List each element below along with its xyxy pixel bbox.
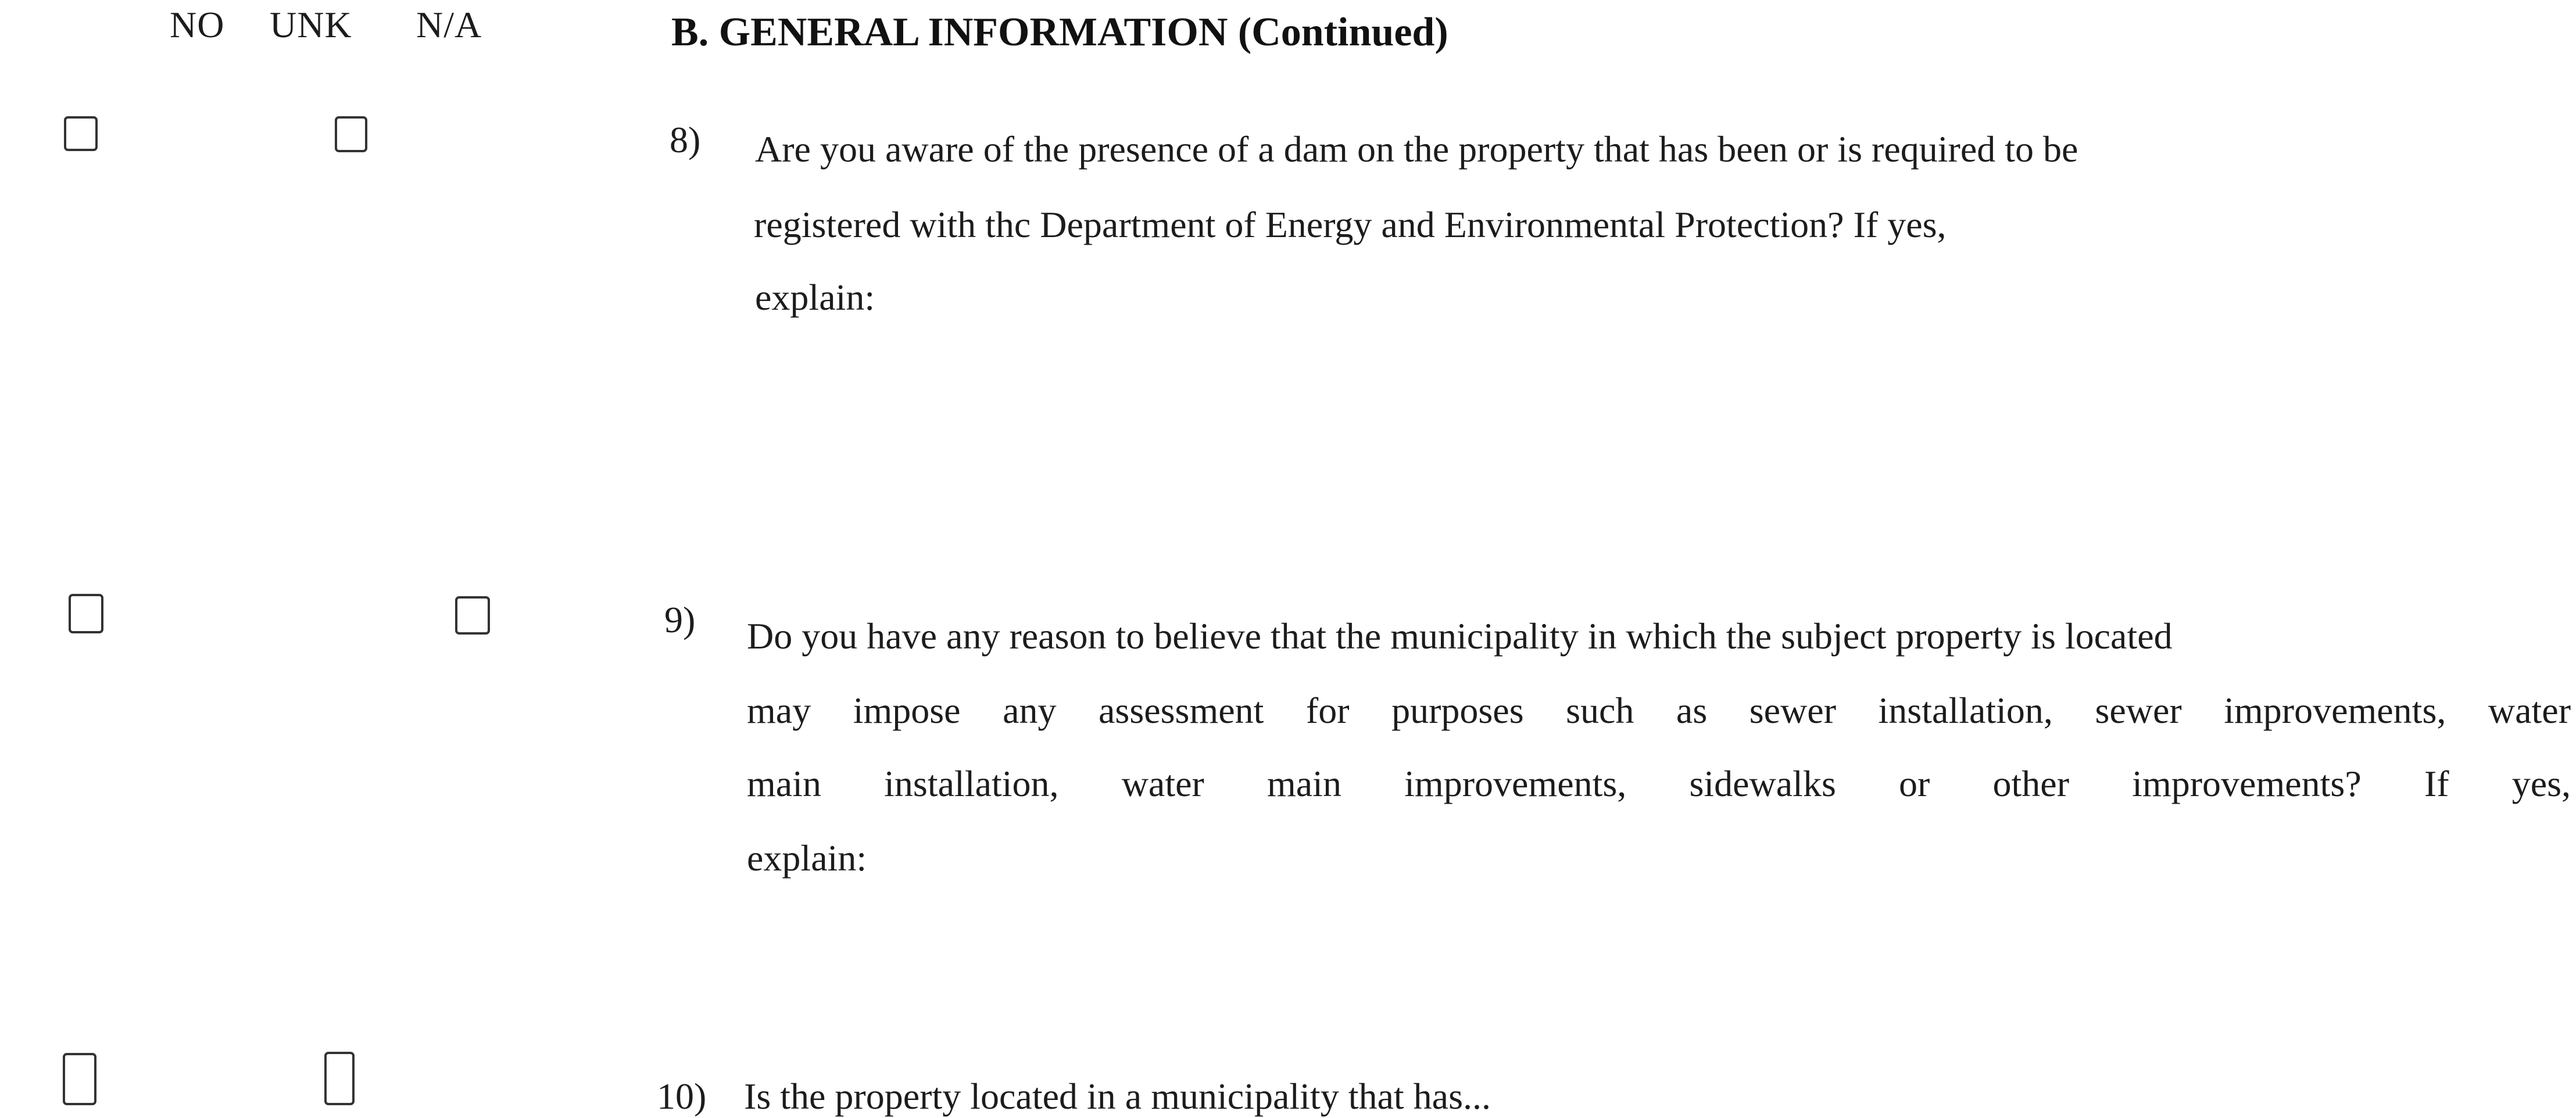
q10-line-1: Is the property located in a municipality that has... [744,1076,1491,1117]
section-title: B. GENERAL INFORMATION (Continued) [671,10,1448,55]
column-header-unk: UNK [270,4,352,45]
q10-unk-checkbox[interactable] [324,1052,355,1105]
q10-number: 10) [657,1076,707,1117]
q9-na-checkbox[interactable] [455,596,490,635]
q9-line-4: explain: [747,837,867,879]
q9-line-1 [747,615,2571,658]
q9-line-1-text: Do you have any reason to believe that the municipality in which the subject property is located [747,615,2173,657]
q8-number: 8) [670,119,701,160]
column-header-no: NO [170,4,225,45]
q9-line-3: main installation, water main improvements, sidewalks or other improvements? If yes, [747,763,2571,804]
q8-unk-checkbox[interactable] [335,116,367,152]
q8-line-3: explain: [755,277,875,318]
q9-number: 9) [664,599,696,640]
column-header-na: N/A [416,4,482,45]
q8-line-2: registered with thc Department of Energy and Environmental Protection? If yes, [754,204,1947,245]
q9-line-2: may impose any assessment for purposes such as sewer installation, sewer improvements, water [747,690,2571,731]
q9-no-checkbox[interactable] [69,594,103,633]
q8-no-checkbox[interactable] [64,116,98,151]
q8-line-1: Are you aware of the presence of a dam on the property that has been or is required to be [755,128,2078,170]
q10-no-checkbox[interactable] [63,1053,96,1105]
